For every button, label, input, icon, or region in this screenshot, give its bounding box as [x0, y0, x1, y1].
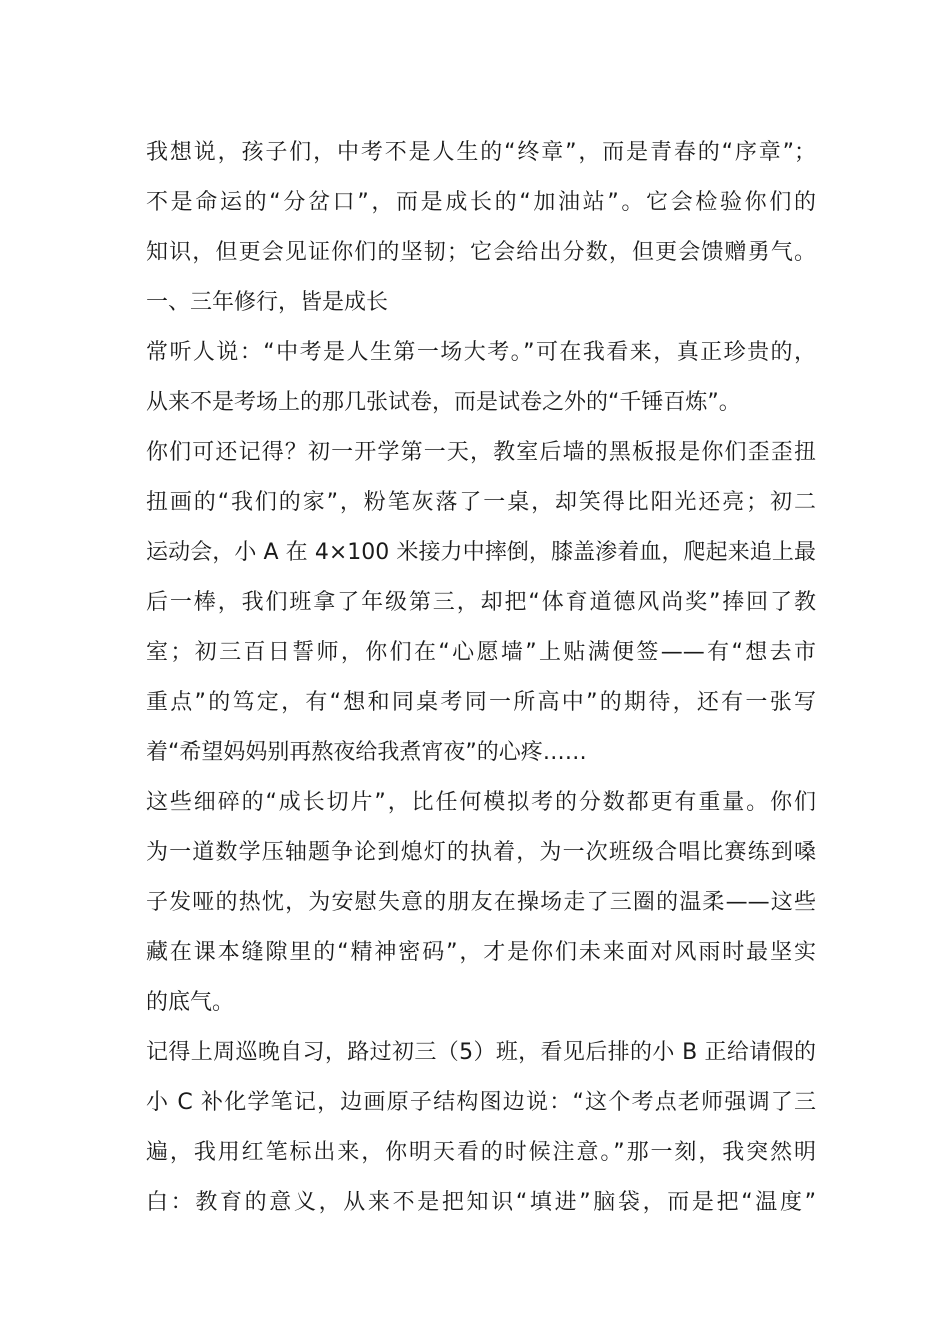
text-line: 的底气。 [146, 990, 235, 1015]
text-line: 从来不是考场上的那几张试卷，而是试卷之外的“千锤百炼”。 [146, 390, 741, 415]
body-text [146, 128, 816, 1228]
text-line: 子发哑的热忱，为安慰失意的朋友在操场走了三圈的温柔——这些 [146, 890, 816, 915]
text-line: 我想说，孩子们，中考不是人生的“终章”，而是青春的“序章”； [146, 140, 816, 165]
text-line: 记得上周巡晚自习，路过初三（5）班，看见后排的小 B 正给请假的 [146, 1040, 816, 1065]
text-line: 白：教育的意义，从来不是把知识“填进”脑袋，而是把“温度” [146, 1190, 816, 1215]
text-line: 遍，我用红笔标出来，你明天看的时候注意。”那一刻，我突然明 [146, 1140, 816, 1165]
text-line: 你们可还记得？初一开学第一天，教室后墙的黑板报是你们歪歪扭 [146, 440, 816, 465]
text-line: 常听人说：“中考是人生第一场大考。”可在我看来，真正珍贵的， [146, 340, 816, 365]
text-line: 运动会，小 A 在 4×100 米接力中摔倒，膝盖渗着血，爬起来追上最 [146, 540, 816, 565]
section-heading: 一、三年修行，皆是成长 [146, 290, 389, 315]
text-line: 为一道数学压轴题争论到熄灯的执着，为一次班级合唱比赛练到嗓 [146, 840, 816, 865]
text-line: 后一棒，我们班拿了年级第三，却把“体育道德风尚奖”捧回了教 [146, 590, 816, 615]
text-line: 重点”的笃定，有“想和同桌考同一所高中”的期待，还有一张写 [146, 690, 816, 715]
text-line: 这些细碎的“成长切片”，比任何模拟考的分数都更有重量。你们 [146, 790, 816, 815]
text-line: 小 C 补化学笔记，边画原子结构图边说：“这个考点老师强调了三 [146, 1090, 816, 1115]
text-line: 扭画的“我们的家”，粉笔灰落了一桌，却笑得比阳光还亮；初二 [146, 490, 816, 515]
text-line: 藏在课本缝隙里的“精神密码”，才是你们未来面对风雨时最坚实 [146, 940, 816, 965]
text-line: 室；初三百日誓师，你们在“心愿墙”上贴满便签——有“想去市 [146, 640, 816, 665]
text-line: 不是命运的“分岔口”，而是成长的“加油站”。它会检验你们的 [146, 190, 816, 215]
text-line: 着“希望妈妈别再熬夜给我煮宵夜”的心疼…… [146, 740, 587, 765]
text-line: 知识，但更会见证你们的坚韧；它会给出分数，但更会馈赠勇气。 [146, 240, 816, 265]
